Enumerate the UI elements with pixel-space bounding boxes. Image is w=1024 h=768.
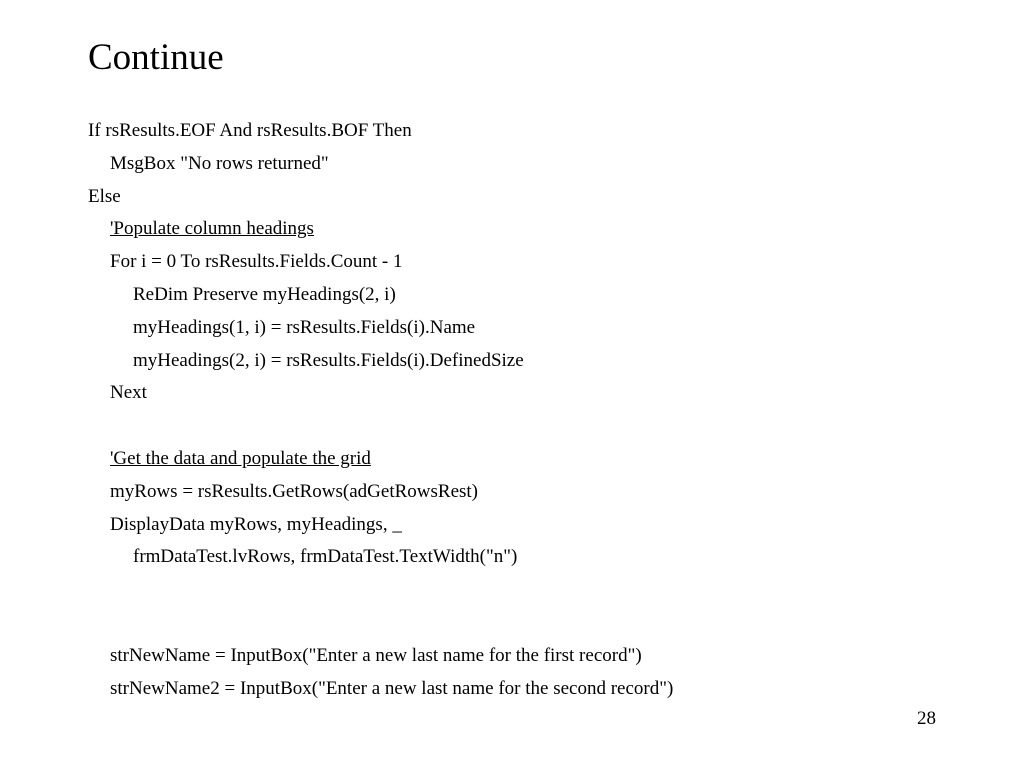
code-line: strNewName = InputBox("Enter a new last name for the first record") <box>110 644 642 666</box>
code-comment: 'Get the data and populate the grid <box>110 447 371 469</box>
code-listing <box>88 118 673 708</box>
code-line: Next <box>110 382 147 404</box>
code-line: myHeadings(2, i) = rsResults.Fields(i).DefinedSize <box>133 349 524 371</box>
code-line: For i = 0 To rsResults.Fields.Count - 1 <box>110 251 403 273</box>
slide-title: Continue <box>88 37 224 78</box>
blank-line <box>88 610 673 643</box>
code-line: myRows = rsResults.GetRows(adGetRowsRest) <box>110 480 479 502</box>
code-line: frmDataTest.lvRows, frmDataTest.TextWidth("n") <box>133 546 518 568</box>
code-line: If rsResults.EOF And rsResults.BOF Then <box>88 120 412 141</box>
blank-line <box>88 577 673 610</box>
code-comment-line <box>88 446 673 479</box>
page-number: 28 <box>917 708 936 729</box>
code-line: MsgBox "No rows returned" <box>110 152 329 174</box>
code-comment-line <box>88 216 673 249</box>
code-comment: 'Populate column headings <box>110 218 314 240</box>
code-line: DisplayData myRows, myHeadings, _ <box>110 513 402 535</box>
code-line: ReDim Preserve myHeadings(2, i) <box>133 283 396 305</box>
blank-line <box>88 413 673 446</box>
code-line: strNewName2 = InputBox("Enter a new last name for the second record") <box>110 677 674 699</box>
code-line: myHeadings(1, i) = rsResults.Fields(i).Name <box>133 316 476 338</box>
code-line: Else <box>88 185 121 207</box>
